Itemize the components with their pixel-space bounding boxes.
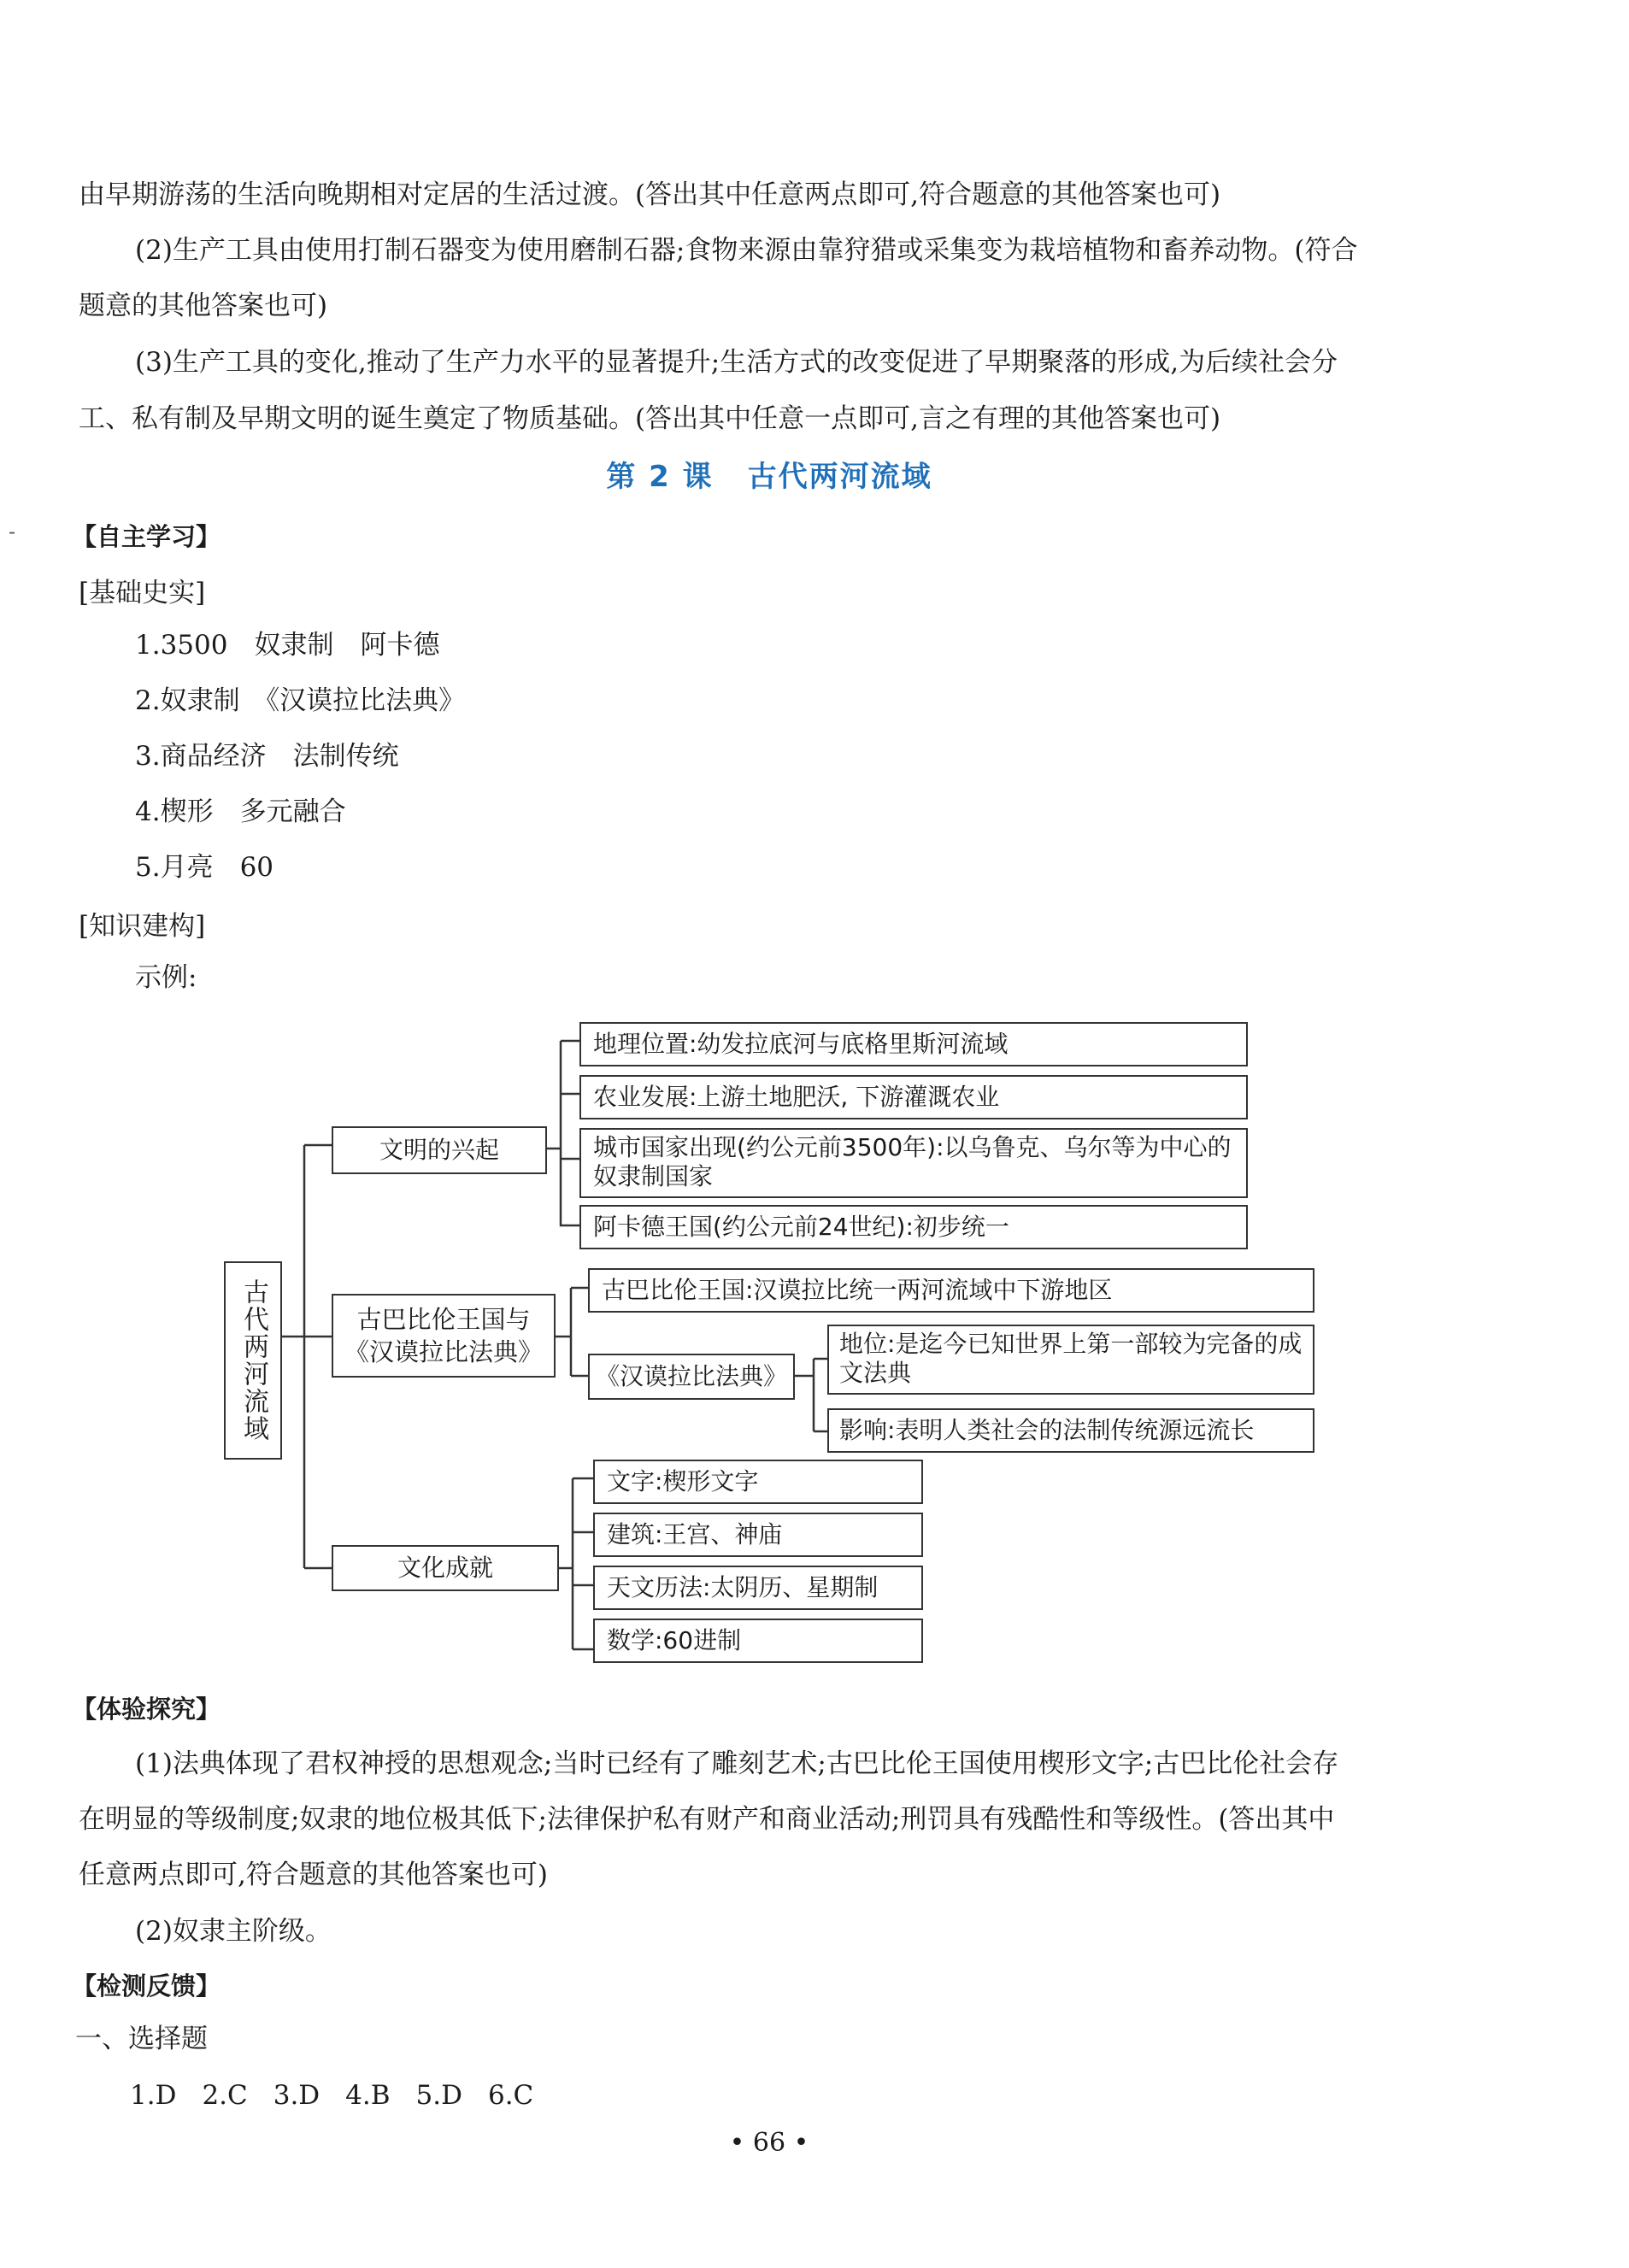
branch1-item-2: 农业发展:上游土地肥沃, 下游灌溉农业	[579, 1075, 1248, 1119]
branch-cultural-achievements: 文化成就	[332, 1545, 559, 1591]
lesson-number: 第 2 课	[606, 460, 714, 494]
page-number: • 66 •	[729, 2128, 809, 2158]
answer-list	[130, 2078, 533, 2112]
explore-line-2: 在明显的等级制度;奴隶的地位极其低下;法律保护私有财产和商业活动;刑罚具有残酷性和等级性。(答出其中	[79, 1804, 1335, 1835]
answer-5: 5.D	[415, 2080, 462, 2111]
multiple-choice-heading: 一、选择题	[75, 2024, 208, 2054]
answer-4: 4.B	[345, 2080, 391, 2111]
self-study-heading: 【自主学习】	[72, 522, 221, 551]
culture-item-writing: 文字:楔形文字	[593, 1460, 923, 1504]
diagram-root	[224, 1261, 282, 1460]
margin-mark: -	[9, 520, 16, 543]
branch-babylon-and-code: 古巴比伦王国与《汉谟拉比法典》	[332, 1294, 556, 1378]
branch2-item-1: 古巴比伦王国:汉谟拉比统一两河流域中下游地区	[588, 1268, 1314, 1313]
lesson-name: 古代两河流域	[747, 460, 932, 494]
basic-facts-heading: [基础史实]	[79, 578, 206, 608]
fact-item-4: 4.楔形 多元融合	[135, 796, 346, 827]
diagram-root-label: 古代两河流域	[238, 1278, 268, 1442]
culture-item-calendar: 天文历法:太阴历、星期制	[593, 1566, 923, 1610]
branch1-item-3: 城市国家出现(约公元前3500年):以乌鲁克、乌尔等为中心的奴隶制国家	[579, 1128, 1248, 1198]
lesson-title	[0, 453, 1538, 495]
explore-line-1: (1)法典体现了君权神授的思想观念;当时已经有了雕刻艺术;古巴比伦王国使用楔形文字;古巴比伦社会存	[135, 1748, 1339, 1779]
example-label: 示例:	[135, 962, 197, 993]
code-influence: 影响:表明人类社会的法制传统源远流长	[827, 1408, 1314, 1453]
intro-line-2: (2)生产工具由使用打制石器变为使用磨制石器;食物来源由靠狩猎或采集变为栽培植物和畜养动物。(符合	[135, 235, 1358, 266]
knowledge-heading: [知识建构]	[79, 911, 206, 942]
explore-line-3: 任意两点即可,符合题意的其他答案也可)	[79, 1860, 548, 1890]
answer-1: 1.D	[130, 2080, 177, 2111]
branch1-item-1: 地理位置:幼发拉底河与底格里斯河流域	[579, 1022, 1248, 1066]
fact-item-5: 5.月亮 60	[135, 852, 274, 883]
fact-item-3: 3.商品经济 法制传统	[135, 741, 399, 772]
culture-item-architecture: 建筑:王宫、神庙	[593, 1513, 923, 1557]
intro-line-1: 由早期游荡的生活向晚期相对定居的生活过渡。(答出其中任意两点即可,符合题意的其他答案也可)	[79, 179, 1221, 210]
feedback-heading: 【检测反馈】	[72, 1971, 221, 2001]
intro-line-5: 工、私有制及早期文明的诞生奠定了物质基础。(答出其中任意一点即可,言之有理的其他答案也可)	[79, 403, 1221, 434]
intro-line-3: 题意的其他答案也可)	[79, 291, 328, 321]
answer-2: 2.C	[202, 2080, 248, 2111]
branch2-code-label: 《汉谟拉比法典》	[588, 1354, 795, 1400]
culture-item-math: 数学:60进制	[593, 1619, 923, 1663]
branch1-item-4: 阿卡德王国(约公元前24世纪):初步统一	[579, 1205, 1248, 1249]
fact-item-2: 2.奴隶制 《汉谟拉比法典》	[135, 685, 466, 716]
branch-rise-of-civilization: 文明的兴起	[332, 1126, 547, 1174]
intro-line-4: (3)生产工具的变化,推动了生产力水平的显著提升;生活方式的改变促进了早期聚落的形成,为后续社会分	[135, 347, 1338, 378]
explore-line-4: (2)奴隶主阶级。	[135, 1916, 332, 1947]
answer-6: 6.C	[487, 2080, 534, 2111]
explore-heading: 【体验探究】	[72, 1695, 221, 1724]
code-status: 地位:是迄今已知世界上第一部较为完备的成文法典	[827, 1325, 1314, 1395]
answer-3: 3.D	[273, 2080, 321, 2111]
fact-item-1: 1.3500 奴隶制 阿卡德	[135, 630, 440, 661]
